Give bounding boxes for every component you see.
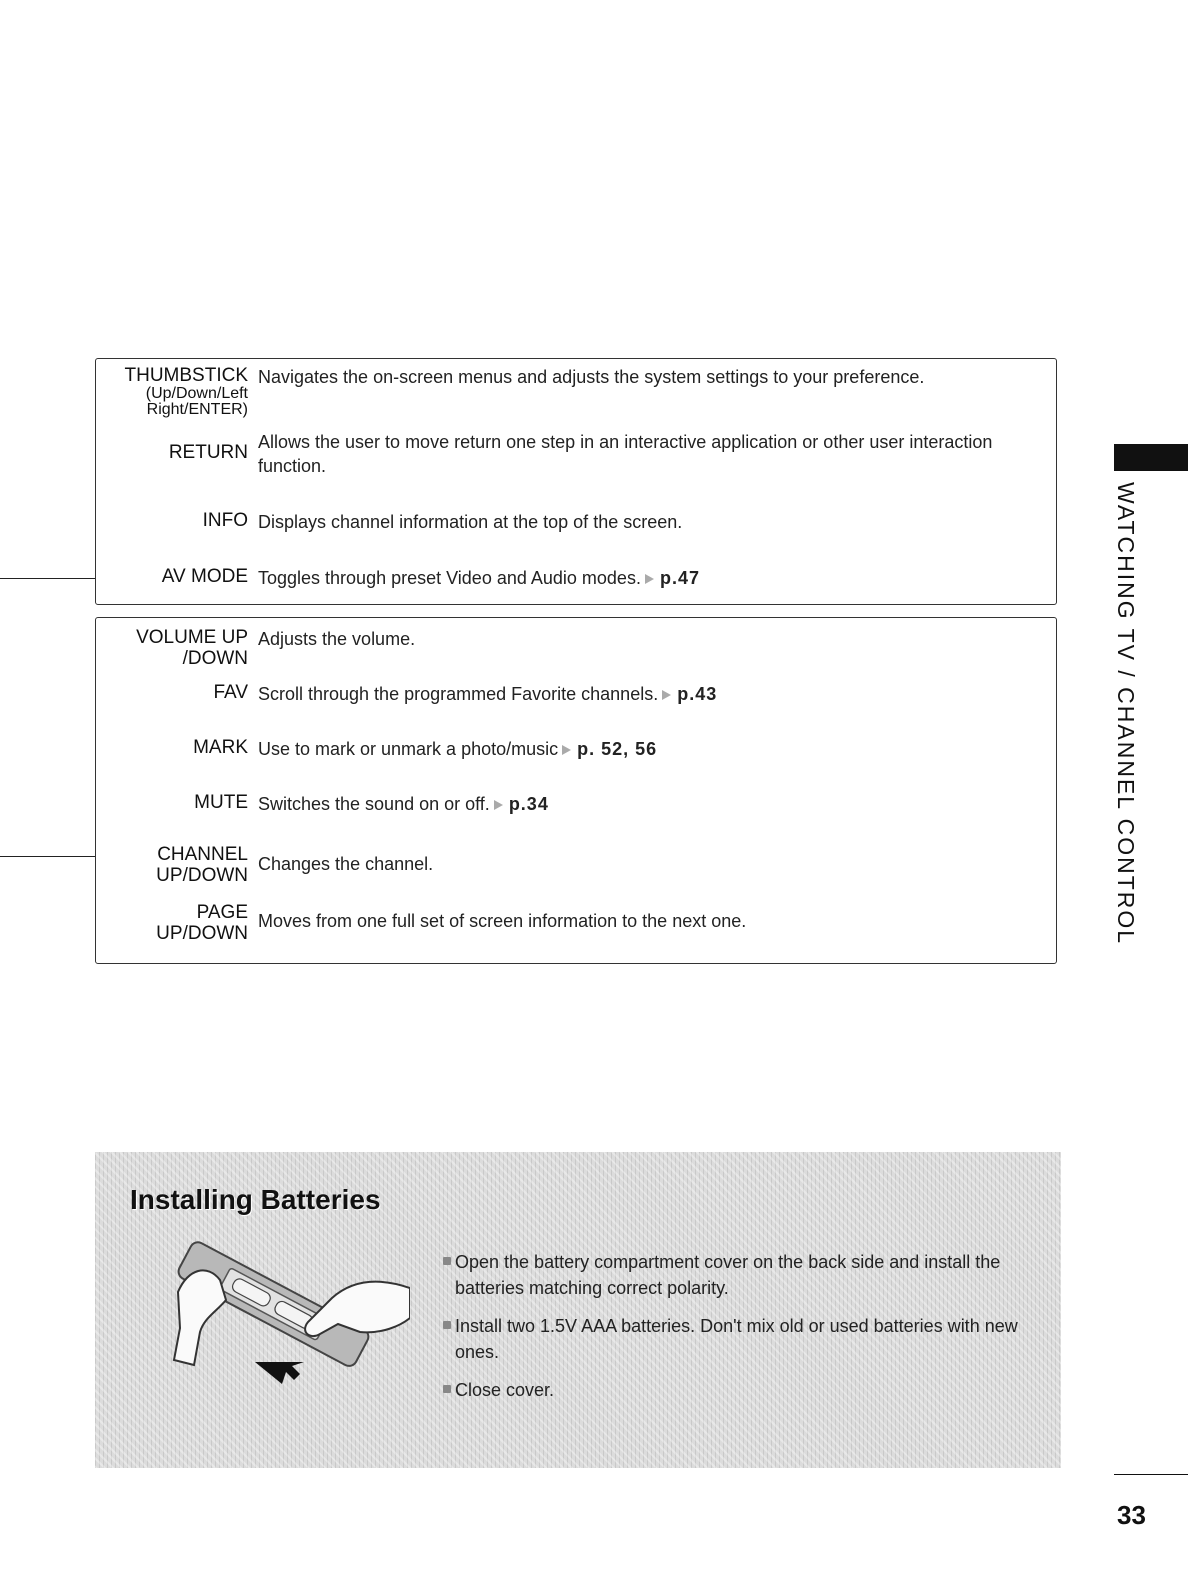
label-channel-line1: CHANNEL xyxy=(157,844,248,865)
page-ref-mark: p. 52, 56 xyxy=(577,739,658,759)
battery-install-illustration-icon xyxy=(160,1240,410,1390)
desc-mark xyxy=(258,737,1044,761)
bullet-icon xyxy=(443,1257,451,1265)
battery-steps-list xyxy=(443,1249,1033,1415)
label-fav: FAV xyxy=(213,682,248,703)
page-number-rule xyxy=(1114,1474,1188,1475)
button-reference-box-1 xyxy=(95,358,1057,605)
leader-line-channel xyxy=(0,856,95,857)
page-ref-av-mode: p.47 xyxy=(659,568,700,588)
label-page-line1: PAGE xyxy=(196,902,248,923)
battery-section-title: Installing Batteries xyxy=(130,1184,381,1215)
label-thumbstick xyxy=(106,365,248,418)
label-mark: MARK xyxy=(193,737,248,758)
label-volume-line1: VOLUME UP xyxy=(136,627,248,648)
label-thumbstick-sub: (Up/Down/Left xyxy=(145,385,248,402)
desc-page: Moves from one full set of screen information to the next one. xyxy=(258,911,747,931)
bullet-icon xyxy=(443,1321,451,1329)
battery-step xyxy=(443,1377,1033,1403)
desc-info: Displays channel information at the top of the screen. xyxy=(258,512,683,532)
button-reference-box-2 xyxy=(95,617,1057,964)
leader-line-av-mode xyxy=(0,578,95,579)
label-thumbstick-main: THUMBSTICK xyxy=(124,365,248,386)
arrow-right-icon xyxy=(562,745,571,755)
page-ref-fav: p.43 xyxy=(677,684,718,704)
label-volume-line2: /DOWN xyxy=(182,648,248,669)
desc-channel: Changes the channel. xyxy=(258,854,434,874)
installing-batteries-panel xyxy=(95,1152,1061,1468)
desc-av-mode xyxy=(258,566,1044,590)
label-thumbstick-sub2: Right/ENTER) xyxy=(146,401,248,418)
desc-mute-text: Switches the sound on or off. xyxy=(258,794,490,814)
label-av-mode: AV MODE xyxy=(161,566,248,587)
label-return: RETURN xyxy=(168,442,248,463)
chapter-tab-marker xyxy=(1114,444,1188,471)
arrow-right-icon xyxy=(494,800,503,810)
label-info: INFO xyxy=(202,510,248,531)
battery-step xyxy=(443,1313,1033,1365)
desc-volume: Adjusts the volume. xyxy=(258,629,416,649)
desc-av-mode-text: Toggles through preset Video and Audio modes. xyxy=(258,568,641,588)
desc-return: Allows the user to move return one step in an interactive application or other user interaction function. xyxy=(258,432,993,476)
desc-fav xyxy=(258,682,1044,706)
desc-mute xyxy=(258,792,1044,816)
label-page-line2: UP/DOWN xyxy=(156,923,248,944)
arrow-right-icon xyxy=(662,690,671,700)
desc-thumbstick: Navigates the on-screen menus and adjusts the system settings to your preference. xyxy=(258,367,925,387)
label-mute: MUTE xyxy=(194,792,248,813)
battery-step-text: Open the battery compartment cover on the back side and install the batteries matching correct polarity. xyxy=(455,1252,1001,1298)
desc-mark-text: Use to mark or unmark a photo/music xyxy=(258,739,559,759)
label-channel-line2: UP/DOWN xyxy=(156,865,248,886)
battery-step xyxy=(443,1249,1033,1301)
battery-step-text: Close cover. xyxy=(455,1380,555,1400)
battery-step-text: Install two 1.5V AAA batteries. Don't mix old or used batteries with new ones. xyxy=(455,1316,1018,1362)
label-volume xyxy=(106,627,248,669)
arrow-right-icon xyxy=(645,574,654,584)
bullet-icon xyxy=(443,1385,451,1393)
page-ref-mute: p.34 xyxy=(508,794,549,814)
label-channel xyxy=(106,844,248,886)
desc-fav-text: Scroll through the programmed Favorite channels. xyxy=(258,684,659,704)
page-number: 33 xyxy=(1117,1500,1146,1530)
label-page xyxy=(106,902,248,944)
chapter-side-title: WATCHING TV / CHANNEL CONTROL xyxy=(1113,482,1139,946)
